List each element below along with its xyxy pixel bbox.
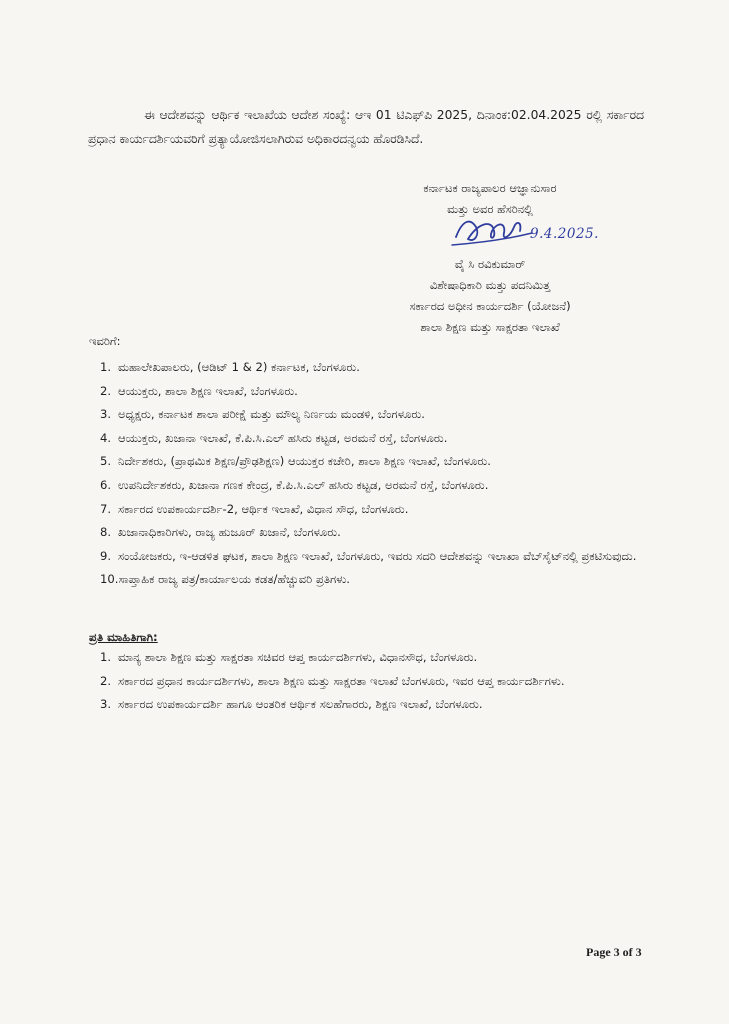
signatory-line-1: ಕರ್ನಾಟಕ ರಾಜ್ಯಪಾಲರ ಆಜ್ಞಾನುಸಾರ xyxy=(423,181,557,195)
signatory-designation-2: ಸರ್ಕಾರದ ಅಧೀನ ಕಾರ್ಯದರ್ಶಿ (ಯೋಜನೆ) xyxy=(409,299,571,313)
signature-date: 9.4.2025. xyxy=(530,226,599,242)
list-item: 1. ಮಾನ್ಯ ಶಾಲಾ ಶಿಕ್ಷಣ ಮತ್ತು ಸಾಕ್ಷರತಾ ಸಚಿವರ ಆಪ್ತ ಕಾರ್ಯದರ್ಶಿಗಳು, ವಿಧಾನಸೌಧ, ಬೆಂಗಳೂರು. xyxy=(100,650,478,664)
signatory-designation-1: ವಿಶೇಷಾಧಿಕಾರಿ ಮತ್ತು ಪದನಿಮಿತ್ತ xyxy=(429,278,551,292)
order-paragraph-text: ಈ ಆದೇಶವನ್ನು ಆರ್ಥಿಕ ಇಲಾಖೆಯ ಆದೇಶ ಸಂಖ್ಯೆ: ಆಇ 01 ಟಿಎಫ್‌ಪಿ 2025, ದಿನಾಂಕ:02.04.2025 ರಲ್ಲಿ ಸರ್ಕಾರದ ಪ್ರಧಾನ ಕಾರ್ಯದರ್ಶಿಯವರಿಗೆ ಪ್ರತ್ಯಾಯೋಜಿಸಲಾಗಿರುವ ಅಧಿಕಾರದನ್ವಯ ಹೊರಡಿಸಿದೆ. xyxy=(88,108,644,146)
list-item: 1. ಮಹಾಲೇಖಪಾಲರು, (ಆಡಿಟ್ 1 & 2) ಕರ್ನಾಟಕ, ಬೆಂಗಳೂರು. xyxy=(100,360,360,374)
list-item: 5. ನಿರ್ದೇಶಕರು, (ಪ್ರಾಥಮಿಕ ಶಿಕ್ಷಣ/ಪ್ರೌಢಶಿಕ್ಷಣ) ಆಯುಕ್ತರ ಕಚೇರಿ, ಶಾಲಾ ಶಿಕ್ಷಣ ಇಲಾಖೆ, ಬೆಂಗಳೂರು. xyxy=(100,454,491,469)
list-item: 2. ಆಯುಕ್ತರು, ಶಾಲಾ ಶಿಕ್ಷಣ ಇಲಾಖೆ, ಬೆಂಗಳೂರು. xyxy=(100,383,298,398)
list-item: 3. ಅಧ್ಯಕ್ಷರು, ಕರ್ನಾಟಕ ಶಾಲಾ ಪರೀಕ್ಷೆ ಮತ್ತು ಮೌಲ್ಯ ನಿರ್ಣಯ ಮಂಡಳಿ, ಬೆಂಗಳೂರು. xyxy=(100,407,425,422)
list-item: 8. ಖಜಾನಾಧಿಕಾರಿಗಳು, ರಾಜ್ಯ ಹುಜೂರ್ ಖಜಾನೆ, ಬೆಂಗಳೂರು. xyxy=(100,525,341,540)
list-item: 6. ಉಪನಿರ್ದೇಶಕರು, ಖಜಾನಾ ಗಣಕ ಕೇಂದ್ರ, ಕೆ.ಪಿ.ಸಿ.ಎಲ್ ಹಸಿರು ಕಟ್ಟಡ, ಅರಮನೆ ರಸ್ತೆ, ಬೆಂಗಳೂರು. xyxy=(100,477,489,492)
list-item: 7. ಸರ್ಕಾರದ ಉಪಕಾರ್ಯದರ್ಶಿ-2, ಆರ್ಥಿಕ ಇಲಾಖೆ, ವಿಧಾನ ಸೌಧ, ಬೆಂಗಳೂರು. xyxy=(100,501,409,516)
signatory-department: ಶಾಲಾ ಶಿಕ್ಷಣ ಮತ್ತು ಸಾಕ್ಷರತಾ ಇಲಾಖೆ xyxy=(420,320,560,334)
list-item: 9. ಸಂಯೋಜಕರು, ಇ-ಆಡಳಿತ ಘಟಕ, ಶಾಲಾ ಶಿಕ್ಷಣ ಇಲಾಖೆ, ಬೆಂಗಳೂರು, ಇವರು ಸದರಿ ಆದೇಶವನ್ನು ಇಲಾಖಾ ವೆಬ್‌ಸೈಟ್‌ನಲ್ಲಿ ಪ್ರಕಟಿಸುವುದು. xyxy=(100,548,637,563)
recipients-list xyxy=(100,356,650,592)
signatory-line-2: ಮತ್ತು ಅವರ ಹೆಸರಿನಲ್ಲಿ xyxy=(447,202,533,216)
order-paragraph xyxy=(88,103,644,151)
page-number: Page 3 of 3 xyxy=(586,945,642,959)
signatory-name: ವೈ ಸಿ ರವಿಕುಮಾರ್ xyxy=(454,257,526,271)
list-item: 10.ಸಾಪ್ತಾಹಿಕ ರಾಜ್ಯ ಪತ್ರ/ಕಾರ್ಯಾಲಯ ಕಡತ/ಹೆಚ್ಚುವರಿ ಪ್ರತಿಗಳು. xyxy=(100,572,350,587)
recipients-label: ಇವರಿಗೆ: xyxy=(89,334,121,348)
list-item: 3. ಸರ್ಕಾರದ ಉಪಕಾರ್ಯದರ್ಶಿ ಹಾಗೂ ಆಂತರಿಕ ಆರ್ಥಿಕ ಸಲಹೆಗಾರರು, ಶಿಕ್ಷಣ ಇಲಾಖೆ, ಬೆಂಗಳೂರು. xyxy=(100,697,483,712)
list-item: 4. ಆಯುಕ್ತರು, ಖಜಾನಾ ಇಲಾಖೆ, ಕೆ.ಪಿ.ಸಿ.ಎಲ್ ಹಸಿರು ಕಟ್ಟಡ, ಅರಮನೆ ರಸ್ತೆ, ಬೆಂಗಳೂರು. xyxy=(100,430,448,445)
list-item: 2. ಸರ್ಕಾರದ ಪ್ರಧಾನ ಕಾರ್ಯದರ್ಶಿಗಳು, ಶಾಲಾ ಶಿಕ್ಷಣ ಮತ್ತು ಸಾಕ್ಷರತಾ ಇಲಾಖೆ ಬೆಂಗಳೂರು, ಇವರ ಆಪ್ತ ಕಾರ್ಯದರ್ಶಿಗಳು. xyxy=(100,673,565,688)
copy-for-information-label: ಪ್ರತಿ ಮಾಹಿತಿಗಾಗಿ: xyxy=(89,630,158,644)
copies-list xyxy=(100,646,650,717)
